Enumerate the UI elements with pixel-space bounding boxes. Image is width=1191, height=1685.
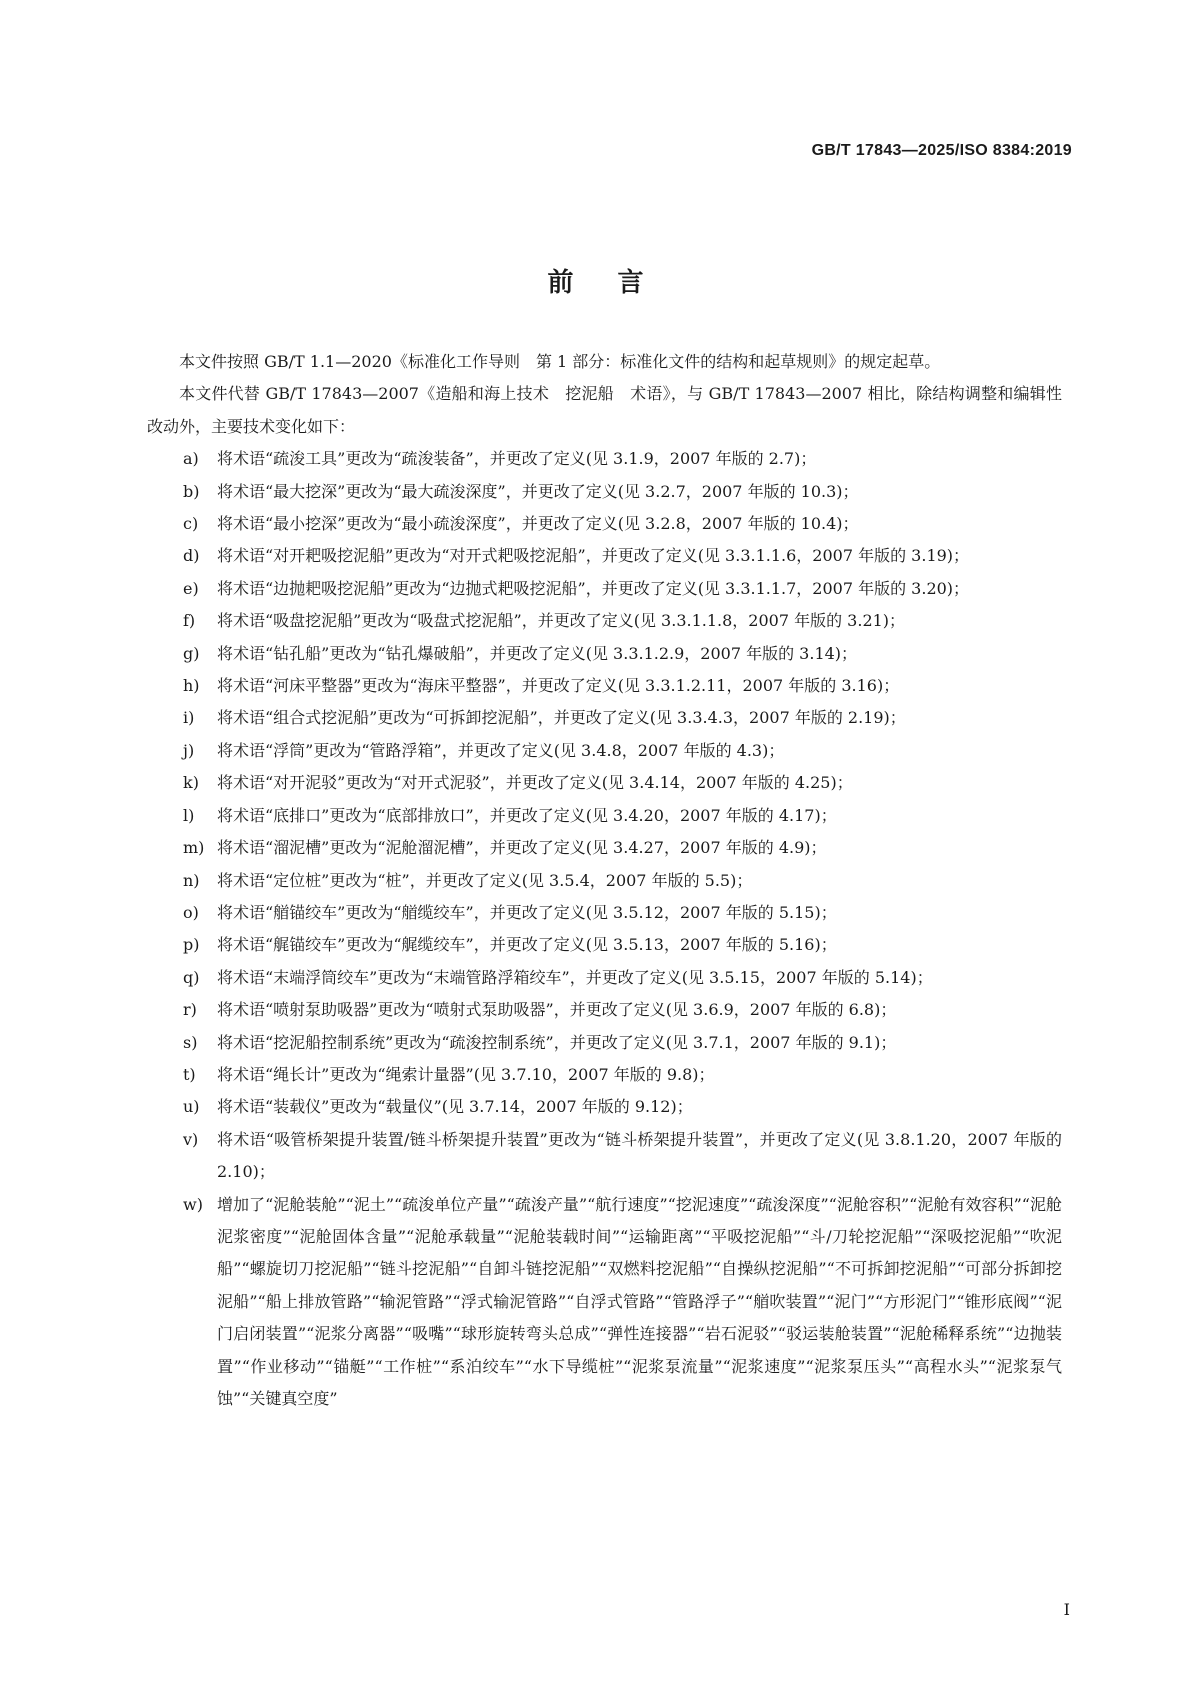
list-item-marker: g) xyxy=(183,643,200,663)
document-body xyxy=(147,346,1062,1415)
list-item xyxy=(147,508,1062,540)
list-item xyxy=(147,832,1062,864)
list-item-marker: o) xyxy=(183,902,199,922)
list-item-text: 将术语“底排口”更改为“底部排放口”，并更改了定义(见 3.4.20，2007 年版的 4.17)； xyxy=(217,805,837,825)
list-item xyxy=(147,1189,1062,1416)
list-item xyxy=(147,865,1062,897)
list-item-marker: f) xyxy=(183,611,196,631)
list-item-marker: l) xyxy=(183,805,195,825)
list-item-marker: c) xyxy=(183,514,199,534)
list-item xyxy=(147,1124,1062,1189)
list-item-text: 将术语“定位桩”更改为“桩”，并更改了定义(见 3.5.4，2007 年版的 5.5)； xyxy=(217,870,753,890)
list-item xyxy=(147,735,1062,767)
list-item xyxy=(147,994,1062,1026)
list-item-marker: v) xyxy=(183,1129,199,1149)
list-item-marker: t) xyxy=(183,1064,196,1084)
list-item-marker: a) xyxy=(183,449,199,469)
list-item-marker: r) xyxy=(183,1000,197,1020)
list-item-text: 将术语“疏浚工具”更改为“疏浚装备”，并更改了定义(见 3.1.9，2007 年版的 2.7)； xyxy=(217,449,817,469)
list-item-text: 将术语“吸管桥架提升装置/链斗桥架提升装置”更改为“链斗桥架提升装置”，并更改了定义(见 3.8.1.20，2007 年版的 2.10)； xyxy=(217,1129,1062,1182)
list-item xyxy=(147,1059,1062,1091)
list-item-marker: b) xyxy=(183,481,200,501)
list-item-text: 将术语“最大挖深”更改为“最大疏浚深度”，并更改了定义(见 3.2.7，2007 年版的 10.3)； xyxy=(217,481,859,501)
list-item-text: 将术语“末端浮筒绞车”更改为“末端管路浮箱绞车”，并更改了定义(见 3.5.15，2007 年版的 5.14)； xyxy=(217,967,933,987)
page-number: I xyxy=(1063,1600,1070,1619)
list-item xyxy=(147,1027,1062,1059)
page-title: 前言 xyxy=(547,268,688,299)
list-item xyxy=(147,605,1062,637)
list-item-marker: s) xyxy=(183,1032,198,1052)
list-item-text: 将术语“挖泥船控制系统”更改为“疏浚控制系统”，并更改了定义(见 3.7.1，2007 年版的 9.1)； xyxy=(217,1032,897,1052)
list-item-marker: w) xyxy=(183,1194,203,1214)
list-item-text: 将术语“组合式挖泥船”更改为“可拆卸挖泥船”，并更改了定义(见 3.3.4.3，2007 年版的 2.19)； xyxy=(217,708,906,728)
list-item-text: 将术语“河床平整器”更改为“海床平整器”，并更改了定义(见 3.3.1.2.11，2007 年版的 3.16)； xyxy=(217,676,900,696)
list-item-marker: u) xyxy=(183,1097,200,1117)
list-item-marker: k) xyxy=(183,773,199,793)
list-item-text: 将术语“浮筒”更改为“管路浮箱”，并更改了定义(见 3.4.8，2007 年版的 4.3)； xyxy=(217,740,785,760)
list-item-text: 将术语“溜泥槽”更改为“泥舱溜泥槽”，并更改了定义(见 3.4.27，2007 年版的 4.9)； xyxy=(217,838,827,858)
list-item xyxy=(147,540,1062,572)
list-item-marker: q) xyxy=(183,967,200,987)
change-list xyxy=(147,443,1062,1415)
list-item-text: 将术语“艉锚绞车”更改为“艉缆绞车”，并更改了定义(见 3.5.13，2007 年版的 5.16)； xyxy=(217,935,837,955)
list-item xyxy=(147,962,1062,994)
list-item-text: 将术语“对开泥驳”更改为“对开式泥驳”，并更改了定义(见 3.4.14，2007 年版的 4.25)； xyxy=(217,773,853,793)
list-item-text: 将术语“装载仪”更改为“载量仪”(见 3.7.14，2007 年版的 9.12)； xyxy=(217,1097,693,1117)
list-item xyxy=(147,443,1062,475)
list-item-text: 将术语“边抛耙吸挖泥船”更改为“边抛式耙吸挖泥船”，并更改了定义(见 3.3.1.1.7，2007 年版的 3.20)； xyxy=(217,578,970,598)
list-item xyxy=(147,476,1062,508)
list-item xyxy=(147,573,1062,605)
list-item xyxy=(147,702,1062,734)
list-item-marker: m) xyxy=(183,838,205,858)
list-item xyxy=(147,800,1062,832)
list-item-text: 将术语“对开耙吸挖泥船”更改为“对开式耙吸挖泥船”，并更改了定义(见 3.3.1.1.6，2007 年版的 3.19)； xyxy=(217,546,970,566)
list-item-text: 将术语“艏锚绞车”更改为“艏缆绞车”，并更改了定义(见 3.5.12，2007 年版的 5.15)； xyxy=(217,902,837,922)
list-item-text: 将术语“喷射泵助吸器”更改为“喷射式泵助吸器”，并更改了定义(见 3.6.9，2007 年版的 6.8)； xyxy=(217,1000,897,1020)
list-item xyxy=(147,1091,1062,1123)
list-item xyxy=(147,638,1062,670)
list-item-marker: p) xyxy=(183,935,200,955)
list-item-marker: d) xyxy=(183,546,200,566)
list-item-text: 将术语“吸盘挖泥船”更改为“吸盘式挖泥船”，并更改了定义(见 3.3.1.1.8，2007 年版的 3.21)； xyxy=(217,611,906,631)
paragraph-replacement: 本文件代替 GB/T 17843—2007《造船和海上技术 挖泥船 术语》，与 GB/T 17843—2007 相比，除结构调整和编辑性改动外，主要技术变化如下： xyxy=(147,384,1062,436)
list-item-text: 将术语“绳长计”更改为“绳索计量器”(见 3.7.10，2007 年版的 9.8)； xyxy=(217,1064,715,1084)
list-item-marker: h) xyxy=(183,676,200,696)
paragraph-drafting: 本文件按照 GB/T 1.1—2020《标准化工作导则 第 1 部分：标准化文件的结构和起草规则》的规定起草。 xyxy=(179,352,941,371)
list-item-marker: j) xyxy=(183,740,195,760)
standard-code: GB/T 17843—2025/ISO 8384:2019 xyxy=(811,142,1072,159)
list-item-text: 将术语“最小挖深”更改为“最小疏浚深度”，并更改了定义(见 3.2.8，2007 年版的 10.4)； xyxy=(217,514,859,534)
list-item xyxy=(147,670,1062,702)
list-item xyxy=(147,767,1062,799)
list-item-text: 将术语“钻孔船”更改为“钻孔爆破船”，并更改了定义(见 3.3.1.2.9，2007 年版的 3.14)； xyxy=(217,643,858,663)
list-item-marker: e) xyxy=(183,578,199,598)
list-item-text: 增加了“泥舱装舱”“泥土”“疏浚单位产量”“疏浚产量”“航行速度”“挖泥速度”“疏浚深度”“泥舱容积”“泥舱有效容积”“泥舱泥浆密度”“泥舱固体含量”“泥舱承载量”“泥舱装载时间”“运输距离”“平吸挖泥船”“斗/刀轮挖泥船”“深吸挖泥船”“吹泥船”“螺旋切刀挖泥船”“链斗挖泥船”“自卸斗链挖泥船”“双燃料挖泥船”“自操纵挖泥船”“不可拆卸挖泥船”“可部分拆卸挖泥船”“船上排放管路”“输泥管路”“浮式输泥管路”“自浮式管路”“管路浮子”“艏吹装置”“泥门”“方形泥门”“锥形底阀”“泥门启闭装置”“泥浆分离器”“吸嘴”“球形旋转弯头总成”“弹性连接器”“岩石泥驳”“驳运装舱装置”“泥舱稀释系统”“边抛装置”“作业移动”“锚艇”“工作桩”“系泊绞车”“水下导缆桩”“泥浆泵流量”“泥浆速度”“泥浆泵压头”“高程水头”“泥浆泵气蚀”“关键真空度” xyxy=(217,1194,1062,1408)
list-item-marker: i) xyxy=(183,708,195,728)
list-item-marker: n) xyxy=(183,870,200,890)
list-item xyxy=(147,897,1062,929)
list-item xyxy=(147,929,1062,961)
